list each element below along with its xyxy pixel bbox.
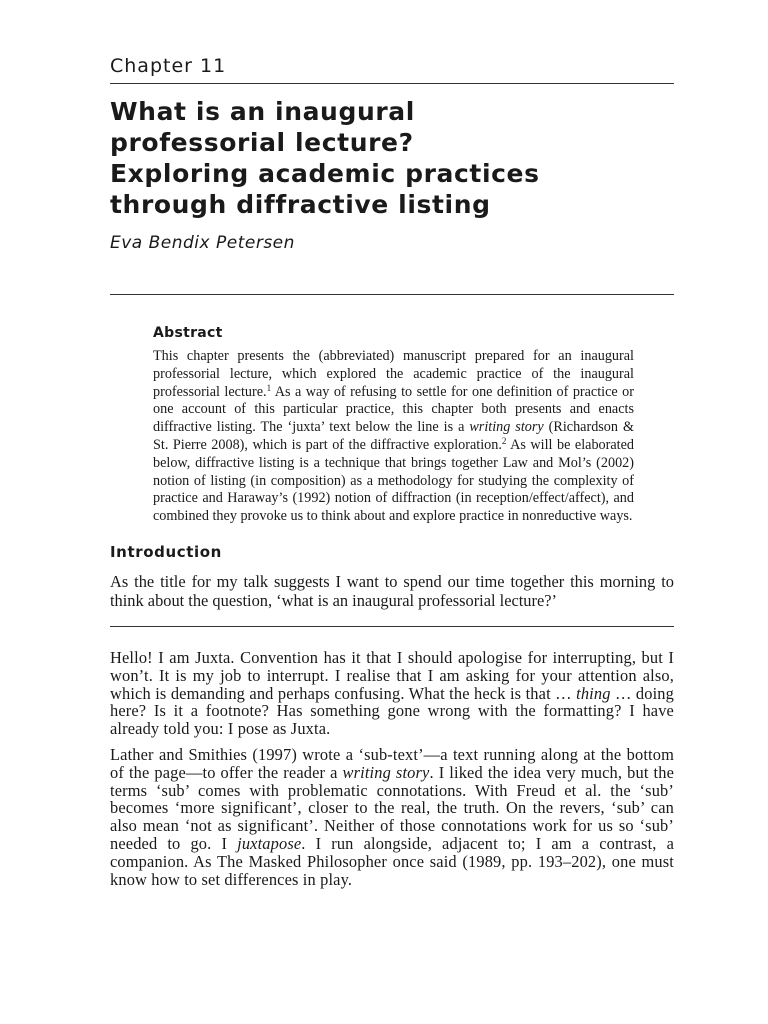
juxta-segment: … doing here? Is it a footnote? Has something gone wrong with the formatting? I have already told you: I pose as Juxta.: [110, 683, 674, 739]
abstract-segment: As a way of refusing to settle for one definition of practice or one account of this particular practice, this chapter both presents and enacts diffractive listing. The ‘juxta’ text below the line is a: [153, 383, 634, 436]
title-line: Exploring academic practices: [110, 159, 540, 188]
abstract-heading: Abstract: [153, 325, 223, 341]
juxta-emphasis: thing: [576, 683, 611, 703]
title-line: professorial lecture?: [110, 128, 414, 157]
juxta-text: [110, 649, 674, 888]
juxta-segment: . I liked the idea very much, but the terms ‘sub’ comes with problematic connotations. With Freud et al. the ‘sub’ becomes ‘more significant’, closer to the real, the truth. On the revers, ‘sub’ can also mean ‘not as significant’. Neither of those connotations work for us so ‘sub’ needed to go. I: [110, 762, 674, 853]
book-page: [110, 52, 674, 896]
juxta-paragraph: [110, 649, 674, 738]
author-name: Eva Bendix Petersen: [110, 233, 295, 253]
footnote-marker: 2: [501, 435, 507, 446]
title-line: through diffractive listing: [110, 190, 491, 219]
abstract-segment: (Richardson & St. Pierre 2008), which is part of the diffractive exploration.: [153, 419, 634, 453]
juxta-segment: . I run alongside, adjacent to; I am a contrast, a companion. As The Masked Philosopher once said (1989, pp. 193–202), one must know how to set differences in play.: [110, 833, 674, 889]
divider: [110, 294, 674, 295]
introduction-paragraph: As the title for my talk suggests I want to spend our time together this morning to think about the question, ‘what is an inaugural professorial lecture?’: [110, 571, 674, 610]
section-heading-introduction: Introduction: [110, 542, 222, 561]
chapter-label: Chapter 11: [110, 52, 674, 84]
abstract-text: [153, 348, 634, 526]
title-line: What is an inaugural: [110, 97, 415, 126]
abstract-emphasis: writing story: [469, 419, 544, 436]
footnote-marker: 1: [266, 382, 272, 393]
juxta-emphasis: writing story: [342, 762, 430, 782]
juxta-segment: Lather and Smithies (1997) wrote a ‘sub-text’—a text running along at the bottom of the page—to offer the reader a: [110, 744, 674, 782]
abstract: [153, 323, 634, 526]
juxta-paragraph: [110, 746, 674, 888]
juxta-segment: Hello! I am Juxta. Convention has it that I should apologise for interrupting, but I won’t. It is my job to interrupt. I realise that I am asking for your attention also, which is demanding and perhaps confusing. What the heck is that …: [110, 647, 674, 703]
abstract-segment: This chapter presents the (abbreviated) manuscript prepared for an inaugural professorial lecture, which explored the academic practice of the inaugural professorial lecture.: [153, 348, 634, 400]
abstract-segment: As will be elaborated below, diffractive listing is a technique that brings together Law and Mol’s (2002) notion of listing (in composition) as a methodology for studying the complexity of practice and Haraway’s (1992) notion of diffraction (in reception/effect/affect), and combined they provoke us to think about and explore practice in nonreductive ways.: [153, 436, 634, 525]
divider: [110, 626, 674, 627]
juxta-emphasis: juxtapose: [237, 833, 302, 853]
chapter-title: [110, 96, 674, 220]
